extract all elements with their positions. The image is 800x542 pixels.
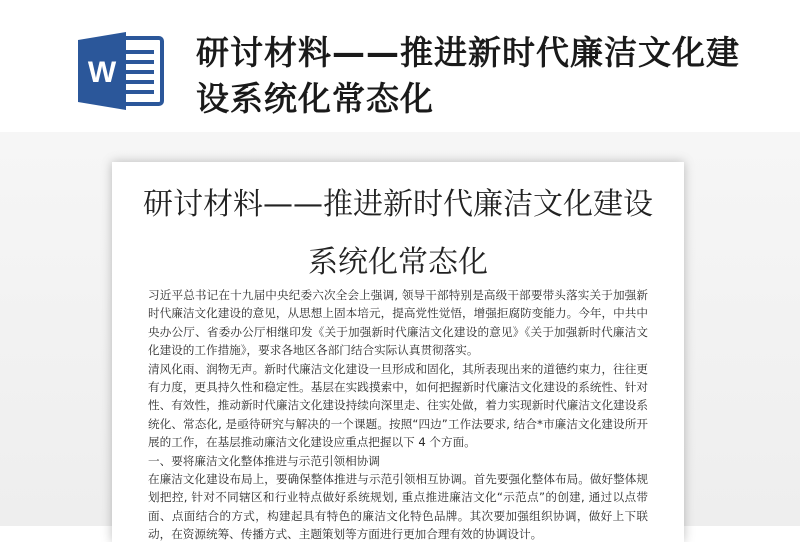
header-title: 研讨材料——推进新时代廉洁文化建设系统化常态化 xyxy=(196,33,740,118)
word-icon xyxy=(76,30,166,112)
section-heading: 一、要将廉洁文化整体推进与示范引领相协调 xyxy=(148,453,380,468)
document-page xyxy=(112,162,684,542)
paragraph: 习近平总书记在十九届中央纪委六次全会上强调, 领导干部特别是高级干部要带头落实关于加强新时代廉洁文化建设的意见，从思想上固本培元，提高党性觉悟，增强拒腐防变能力。今年，中共中央办公厅、省委办公厅相继印发《关于加强新时代廉洁文化建设的意见》《关于加强新时代廉洁文化建设的工作措施》，要求各地区各部门结合实际认真贯彻落实。 xyxy=(148,288,648,358)
word-icon-letter: W xyxy=(87,56,117,89)
paragraph: 清风化雨、润物无声。新时代廉洁文化建设一旦形成和固化，其所表现出来的道德约束力，往往更有力度，更具持久性和稳定性。基层在实践摸索中，如何把握新时代廉洁文化建设的系统性、针对性、有效性，推动新时代廉洁文化建设持续向深里走、往实处做，着力实现新时代廉洁文化建设系统化、常态化, 是亟待研究与解决的一个课题。按照“四边”工作法要求, 结合*市廉洁文化建设所开展的工作，在基层推动廉洁文化建设应重点把握以下 4 个方面。 xyxy=(148,361,648,450)
document-title: 研讨材料——推进新时代廉洁文化建设系统化常态化 xyxy=(143,187,653,280)
document-body xyxy=(148,286,648,542)
paragraph: 在廉洁文化建设布局上，要确保整体推进与示范引领相互协调。首先要强化整体布局。做好整体规划把控, 针对不同辖区和行业特点做好系统规划, 重点推进廉洁文化“示范点”的创建, 通过以点带面、点面结合的方式，构建起具有特色的廉洁文化特色品牌。其次要加强组织协调，做好上下联动，在资源统筹、传播方式、主题策划等方面进行更加合理有效的协调设计。 xyxy=(148,472,648,542)
